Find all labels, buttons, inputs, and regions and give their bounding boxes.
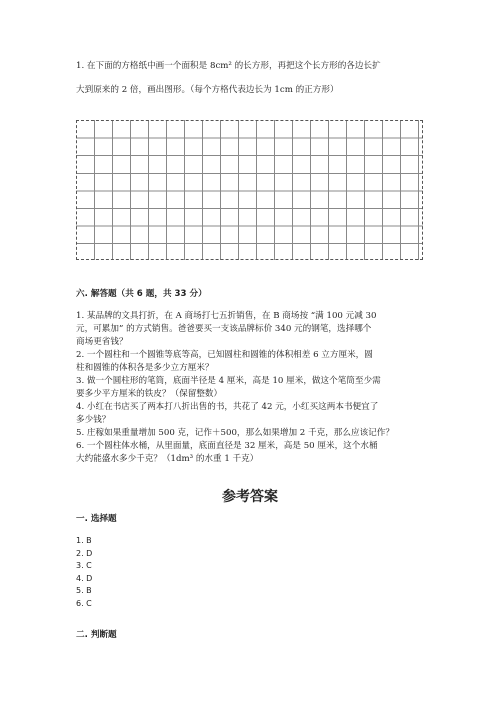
problem-line: 1. 某品牌的文具打折，在 A 商场打七五折销售，在 B 商场按 “满 100 元减 30	[76, 311, 377, 321]
answer-item: 5. B	[76, 586, 92, 596]
problem-line: 商场更省钱？	[76, 337, 128, 347]
answer-item: 4. D	[76, 573, 93, 583]
answer-item: 2. D	[76, 548, 93, 558]
answer-item: 6. C	[76, 598, 92, 608]
problem-line: 大约能盛水多少千克？（1dm³ 的水重 1 千克）	[76, 454, 259, 464]
problem-line: 5. 庄稼如果重量增加 500 克，记作＋500，那么如果增加 2 千克，那么应该记作？	[76, 428, 394, 438]
answers-title: 参考答案	[222, 489, 278, 505]
answers-section2: 二. 判断题	[76, 630, 117, 640]
section6-problems	[76, 310, 394, 466]
problem-line: 多少钱？	[76, 415, 111, 425]
answers-list	[76, 535, 92, 611]
section6-heading: 六. 解答题（共 6 题，共 33 分）	[76, 289, 207, 299]
problem-line: 柱和圆锥的体积各是多少立方厘米？	[76, 363, 214, 373]
problem-line: 元，可累加” 的方式销售。爸爸要买一支该品牌标价 340 元的钢笔，选择哪个	[76, 324, 372, 334]
problem-line: 4. 小红在书店买了两本打八折出售的书，共花了 42 元，小红买这两本书便宜了	[76, 402, 379, 412]
grid-paper	[76, 120, 423, 260]
problem-line: 6. 一个圆柱体水桶，从里面量，底面直径是 32 厘米，高是 50 厘米，这个水桶	[76, 441, 378, 451]
problem1-line1: 1. 在下面的方格纸中画一个面积是 8cm² 的长方形，再把这个长方形的各边长扩	[76, 61, 381, 71]
problem-line: 3. 做一个圆柱形的笔筒，底面半径是 4 厘米，高是 10 厘米，做这个笔筒至少需	[76, 376, 381, 386]
answer-item: 1. B	[76, 536, 92, 545]
answer-item: 3. C	[76, 561, 92, 571]
problem-line: 2. 一个圆柱和一个圆锥等底等高，已知圆柱和圆锥的体积相差 6 立方厘米，圆	[76, 350, 373, 360]
answers-section1: 一. 选择题	[76, 514, 117, 524]
problem-line: 要多少平方厘米的铁皮？（保留整数）	[76, 389, 223, 399]
problem1-line2: 大到原来的 2 倍，画出图形。（每个方格代表边长为 1cm 的正方形）	[76, 85, 339, 95]
